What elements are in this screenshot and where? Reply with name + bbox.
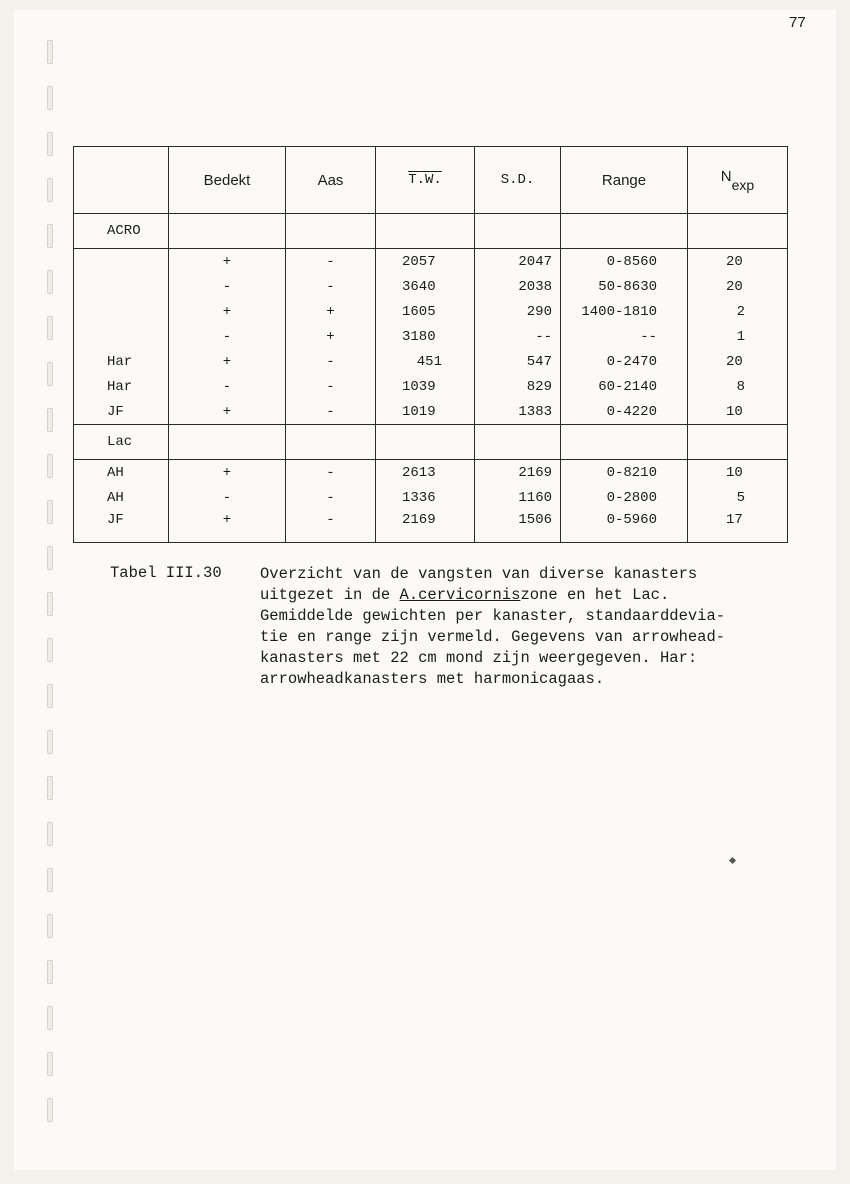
cell-range: 0-2470	[561, 349, 688, 374]
cell-sd: --	[475, 324, 561, 349]
cell-sd: 829	[475, 374, 561, 399]
cell-group	[74, 249, 169, 275]
cell-n: 20	[688, 274, 788, 299]
cell-group	[74, 324, 169, 349]
cell-bedekt: -	[169, 485, 286, 510]
table-row	[74, 324, 788, 349]
punch-hole	[47, 1006, 53, 1030]
cell-aas: -	[286, 460, 376, 486]
table-row	[74, 349, 788, 374]
table-row	[74, 249, 788, 275]
punch-hole	[47, 592, 53, 616]
punch-hole	[47, 224, 53, 248]
caption-species-name: A.cervicornis	[399, 586, 521, 604]
cell-aas: -	[286, 274, 376, 299]
cell-bedekt: +	[169, 299, 286, 324]
cell-bedekt: +	[169, 399, 286, 425]
punch-hole	[47, 362, 53, 386]
punch-hole	[47, 40, 53, 64]
cell-aas: -	[286, 485, 376, 510]
cell-n: 2	[688, 299, 788, 324]
cell-group: Har	[74, 349, 169, 374]
cell-n: 1	[688, 324, 788, 349]
cell-range: 0-8210	[561, 460, 688, 486]
cell-tw: 3180	[376, 324, 475, 349]
cell-tw: 2169	[376, 510, 475, 543]
cell-aas: -	[286, 399, 376, 425]
cell-tw: 1019	[376, 399, 475, 425]
caption-line	[260, 585, 780, 606]
section-label: Lac	[74, 425, 169, 460]
caption-line: tie en range zijn vermeld. Gegevens van arrowhead-	[260, 628, 726, 646]
section-label: ACRO	[74, 214, 169, 249]
cell-range: 1400-1810	[561, 299, 688, 324]
header-n-subscript: exp	[731, 176, 755, 193]
punch-hole	[47, 454, 53, 478]
caption-line2-prefix: uitgezet in de	[260, 586, 400, 604]
section-row-acro	[74, 214, 788, 249]
cell-tw: 451	[376, 349, 475, 374]
cell-sd: 1506	[475, 510, 561, 543]
punch-hole	[47, 546, 53, 570]
cell-n: 20	[688, 349, 788, 374]
header-tw	[376, 147, 475, 214]
punch-hole	[47, 776, 53, 800]
punch-hole	[47, 500, 53, 524]
punch-hole	[47, 914, 53, 938]
cell-range: 0-4220	[561, 399, 688, 425]
table-row	[74, 374, 788, 399]
cell-group: JF	[74, 399, 169, 425]
cell-sd: 2169	[475, 460, 561, 486]
cell-group: AH	[74, 460, 169, 486]
cell-bedekt: -	[169, 374, 286, 399]
cell-range: 60-2140	[561, 374, 688, 399]
table-header-row	[74, 147, 788, 214]
cell-bedekt: +	[169, 460, 286, 486]
cell-sd: 547	[475, 349, 561, 374]
table-row	[74, 510, 788, 543]
header-sd: S.D.	[475, 147, 561, 214]
table-row	[74, 299, 788, 324]
punch-hole	[47, 960, 53, 984]
table-caption-text	[260, 564, 780, 690]
cell-sd: 1383	[475, 399, 561, 425]
punch-hole	[47, 408, 53, 432]
cell-tw: 2057	[376, 249, 475, 275]
caption-line: kanasters met 22 cm mond zijn weergegeven. Har:	[260, 649, 698, 667]
punch-hole	[47, 316, 53, 340]
cell-n: 17	[688, 510, 788, 543]
cell-n: 20	[688, 249, 788, 275]
cell-tw: 1336	[376, 485, 475, 510]
cell-tw: 2613	[376, 460, 475, 486]
cell-n: 10	[688, 399, 788, 425]
cell-bedekt: +	[169, 249, 286, 275]
cell-group	[74, 274, 169, 299]
caption-line2-suffix: zone en het Lac.	[520, 586, 670, 604]
cell-n: 10	[688, 460, 788, 486]
punch-hole	[47, 822, 53, 846]
section-row-lac	[74, 425, 788, 460]
cell-bedekt: +	[169, 349, 286, 374]
cell-group: AH	[74, 485, 169, 510]
punch-hole	[47, 730, 53, 754]
cell-range: 50-8630	[561, 274, 688, 299]
cell-bedekt: +	[169, 510, 286, 543]
cell-sd: 290	[475, 299, 561, 324]
cell-range: --	[561, 324, 688, 349]
header-aas: Aas	[286, 147, 376, 214]
punch-hole	[47, 86, 53, 110]
header-n-label: N	[720, 167, 732, 185]
cell-aas: -	[286, 374, 376, 399]
cell-group: Har	[74, 374, 169, 399]
cell-tw: 1039	[376, 374, 475, 399]
cell-aas: +	[286, 299, 376, 324]
header-bedekt: Bedekt	[169, 147, 286, 214]
cell-group: JF	[74, 510, 169, 543]
cell-sd: 2047	[475, 249, 561, 275]
punch-hole	[47, 178, 53, 202]
cell-tw: 1605	[376, 299, 475, 324]
punch-hole	[47, 1098, 53, 1122]
cell-sd: 2038	[475, 274, 561, 299]
punch-hole	[47, 868, 53, 892]
cell-aas: +	[286, 324, 376, 349]
punch-hole	[47, 638, 53, 662]
cell-aas: -	[286, 510, 376, 543]
cell-bedekt: -	[169, 274, 286, 299]
page-number: 77	[789, 14, 806, 31]
table-row	[74, 485, 788, 510]
cell-aas: -	[286, 249, 376, 275]
cell-n: 5	[688, 485, 788, 510]
table-row	[74, 274, 788, 299]
caption-line: Gemiddelde gewichten per kanaster, standaarddevia-	[260, 607, 726, 625]
punch-hole	[47, 1052, 53, 1076]
caption-line: arrowheadkanasters met harmonicagaas.	[260, 670, 605, 688]
header-range: Range	[561, 147, 688, 214]
punch-hole	[47, 684, 53, 708]
table-caption-label: Tabel III.30	[110, 564, 222, 582]
table-row	[74, 399, 788, 425]
caption-line: Overzicht van de vangsten van diverse kanasters	[260, 565, 698, 583]
punch-hole	[47, 270, 53, 294]
cell-group	[74, 299, 169, 324]
table-row	[74, 460, 788, 486]
catch-table	[73, 146, 788, 543]
cell-n: 8	[688, 374, 788, 399]
cell-sd: 1160	[475, 485, 561, 510]
header-empty	[74, 147, 169, 214]
cell-bedekt: -	[169, 324, 286, 349]
cell-range: 0-5960	[561, 510, 688, 543]
cell-aas: -	[286, 349, 376, 374]
cell-range: 0-2800	[561, 485, 688, 510]
header-tw-label: T.W.	[408, 172, 442, 188]
cell-range: 0-8560	[561, 249, 688, 275]
cell-tw: 3640	[376, 274, 475, 299]
punch-hole	[47, 132, 53, 156]
header-n	[688, 147, 788, 214]
